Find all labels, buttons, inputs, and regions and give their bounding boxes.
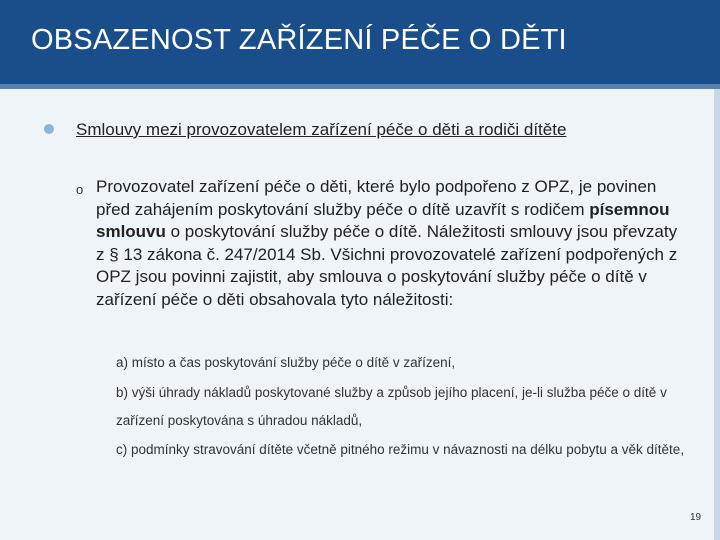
paragraph-text-1: Provozovatel zařízení péče o děti, které bylo podpořeno z OPZ, je povinen před zahájením poskytování služby péče o dítě uzavřít s rodičem	[96, 177, 657, 219]
slide-title: OBSAZENOST ZAŘÍZENÍ PÉČE O DĚTI	[31, 24, 567, 56]
paragraph-text-2: o poskytování služby péče o dítě. Náležitosti smlouvy jsou převzaty z § 13 zákona č. 247/2014 Sb. Všichni provozovatelé zařízení podpořených z OPZ jsou povinni zajistit, aby smlouva o poskytování služby péče o dítě v zařízení péče o děti obsahovala tyto náležitosti:	[96, 222, 678, 309]
sub-bullet-marker: o	[76, 182, 84, 197]
main-paragraph	[96, 176, 686, 312]
bullet-dot-icon	[44, 124, 54, 134]
content-area	[0, 89, 720, 540]
section-heading: Smlouvy mezi provozovatelem zařízení péče o děti a rodiči dítěte	[76, 120, 567, 139]
paragraph-bold-text: písemnou smlouvu	[96, 199, 670, 242]
title-bar	[0, 0, 720, 84]
list-item-c: c) podmínky stravování dítěte včetně pitného režimu v návaznosti na délku pobytu a věk dítěte,	[116, 442, 685, 457]
list-item-b: b) výši úhrady nákladů poskytované služby a způsob jejího placení, je-li služba péče o dítě v zařízení poskytována s úhradou nákladů,	[116, 385, 667, 428]
right-edge-bar	[714, 89, 720, 540]
page-number: 19	[690, 512, 702, 523]
list-item-a: a) místo a čas poskytování služby péče o dítě v zařízení,	[116, 355, 456, 370]
